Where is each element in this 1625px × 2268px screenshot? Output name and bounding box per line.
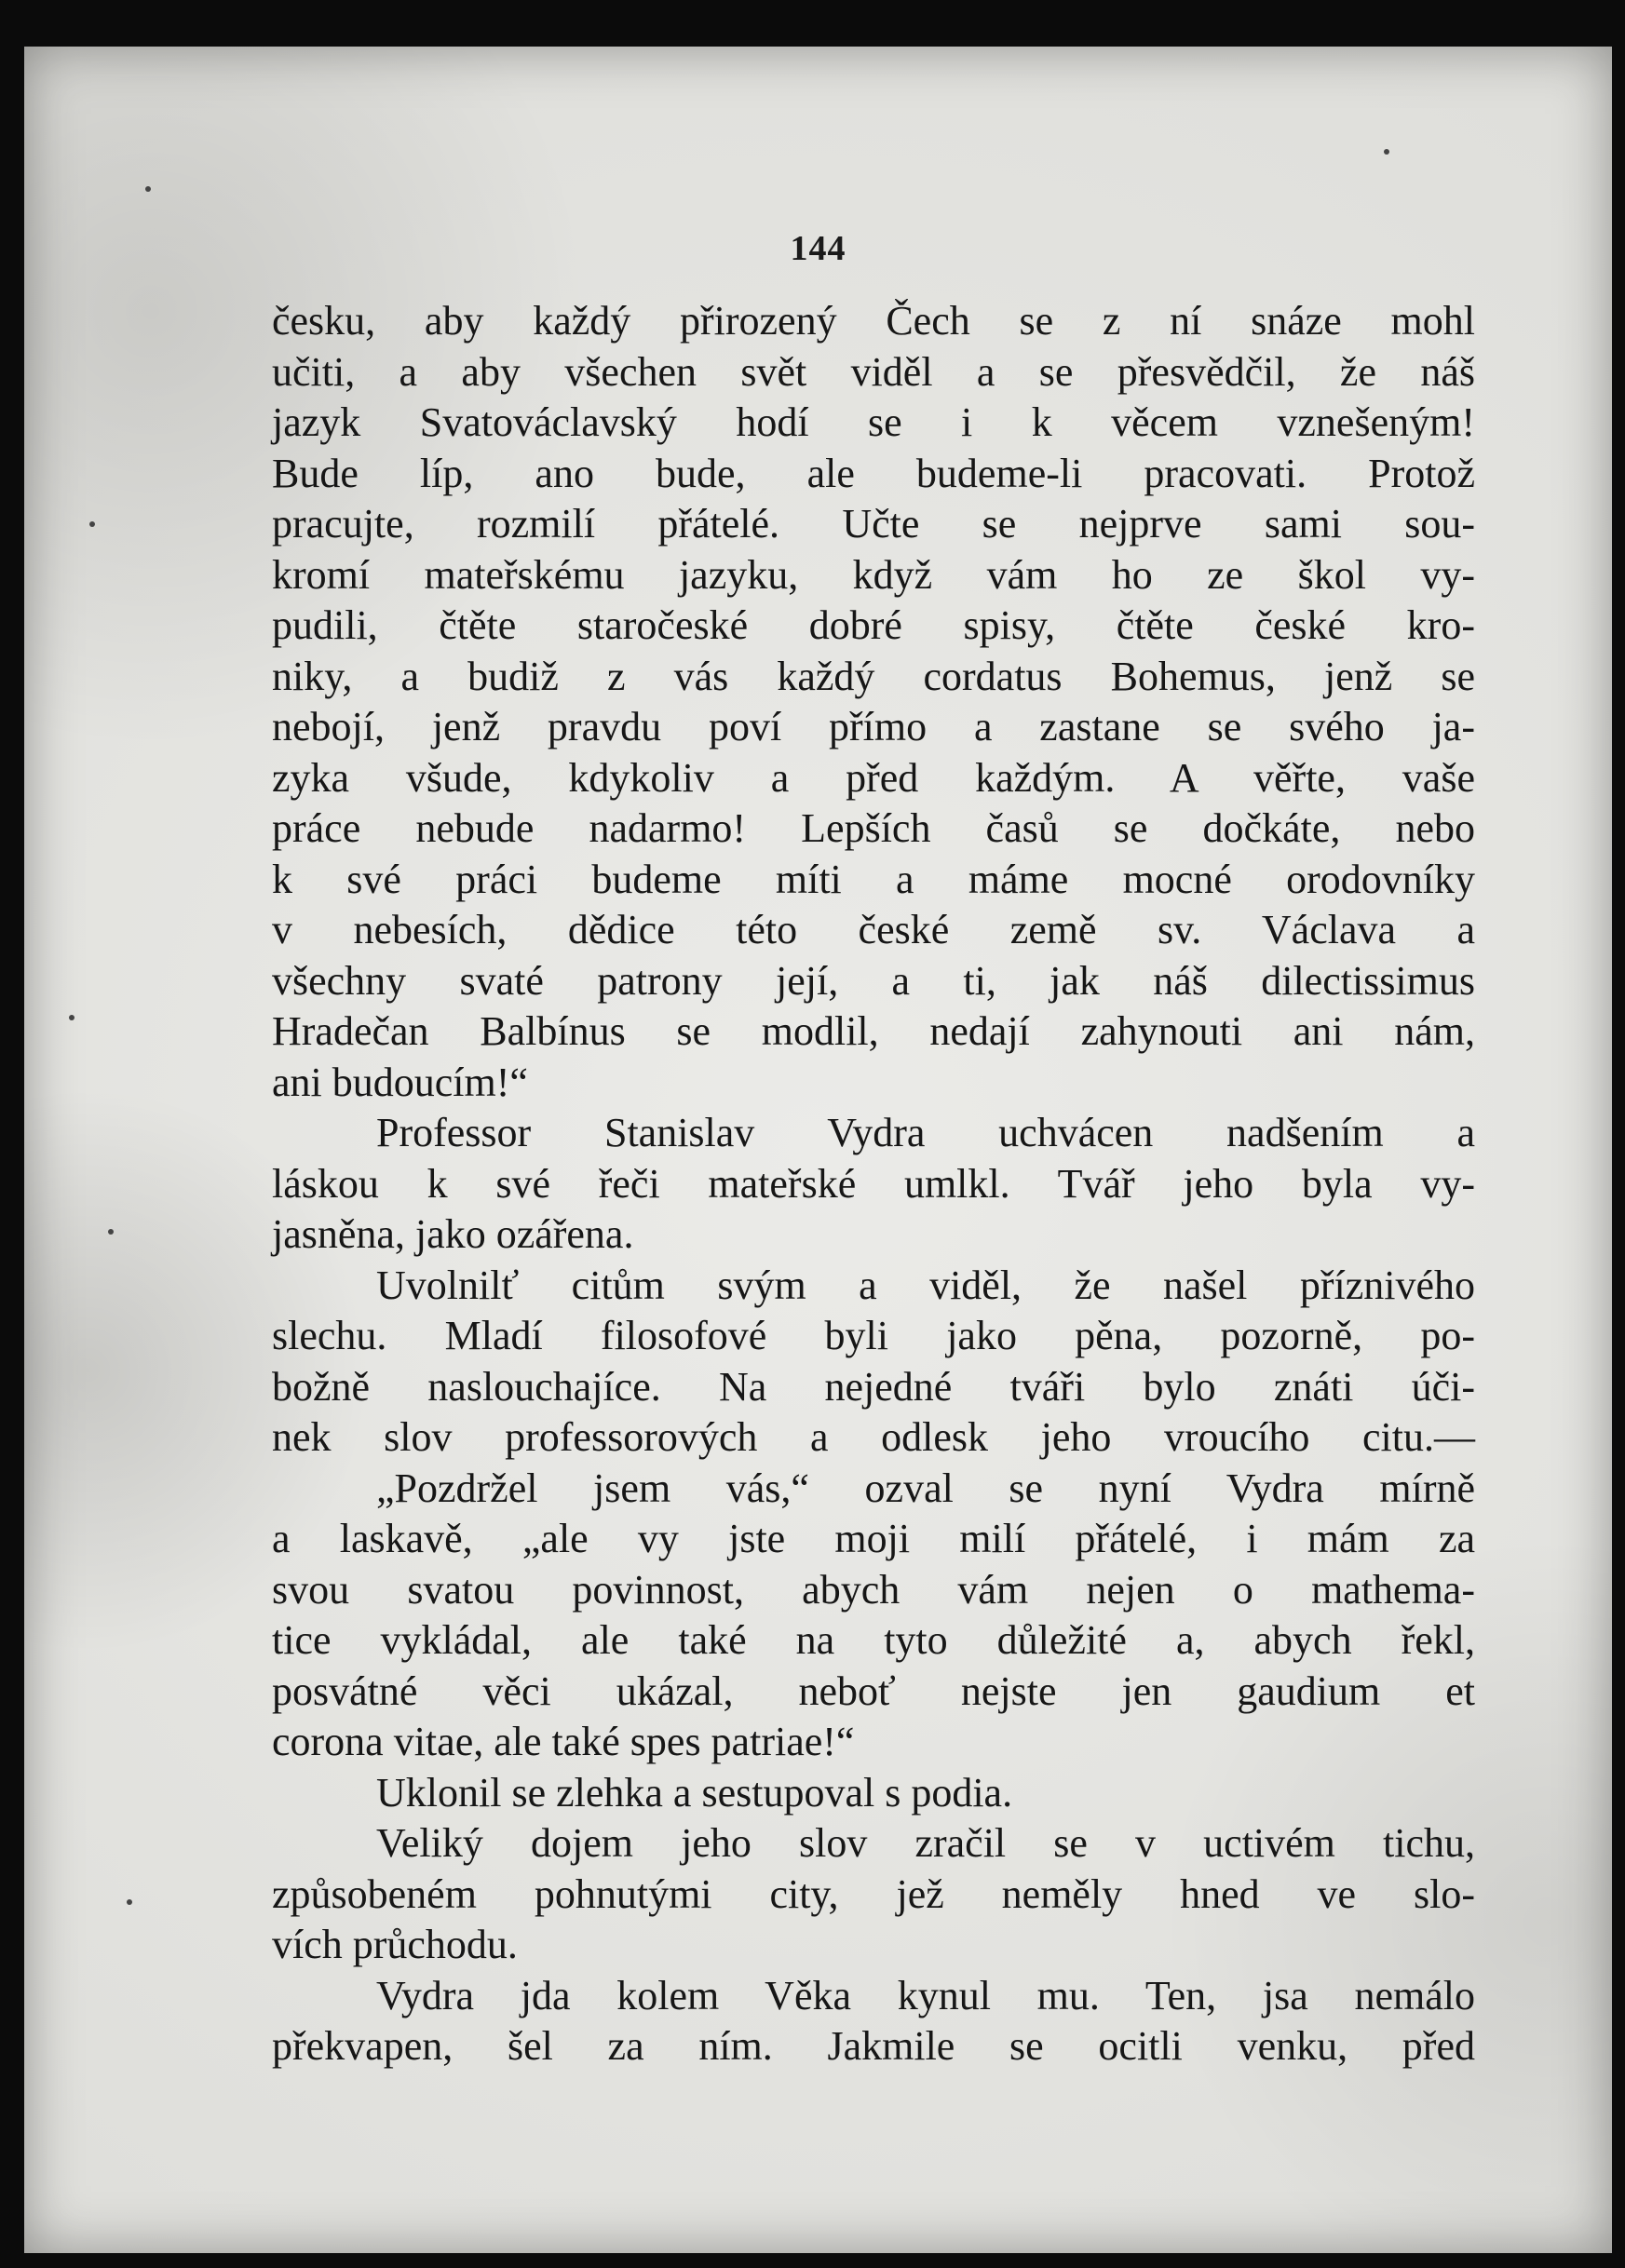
text-line: Bude líp, ano bude, ale budeme-li pracovati. Protož	[272, 450, 1475, 496]
text-line: nek slov professorových a odlesk jeho vroucího citu.—	[272, 1414, 1475, 1460]
text-line: láskou k své řeči mateřské umlkl. Tvář jeho byla vy-	[272, 1160, 1475, 1207]
text-line: svou svatou povinnost, abych vám nejen o mathema-	[272, 1566, 1475, 1613]
text-line: ani budoucím!“	[272, 1059, 528, 1105]
text-line: božně naslouchajíce. Na nejedné tváři bylo znáti úči-	[272, 1363, 1475, 1410]
text-line: česku, aby každý přirozený Čech se z ní snáze mohl	[272, 298, 1475, 344]
text-line: „Pozdržel jsem vás,“ ozval se nyní Vydra mírně	[376, 1465, 1475, 1511]
paper-speck	[145, 186, 151, 192]
text-line: jazyk Svatováclavský hodí se i k věcem vznešeným!	[272, 399, 1475, 445]
text-line: Uklonil se zlehka a sestupoval s podia.	[376, 1769, 1013, 1816]
paper-speck	[1384, 149, 1389, 155]
text-line: Uvolnilť citům svým a viděl, že našel příznivého	[376, 1262, 1475, 1308]
text-line: pracujte, rozmilí přátelé. Učte se nejprve sami sou-	[272, 501, 1475, 547]
paper-speck	[69, 1015, 74, 1020]
text-line: Veliký dojem jeho slov zračil se v uctivém tichu,	[376, 1820, 1475, 1866]
paper-speck	[127, 1899, 132, 1905]
text-line: pudili, čtěte staročeské dobré spisy, čtěte české kro-	[272, 602, 1475, 648]
text-line: tice vykládal, ale také na tyto důležité a, abych řekl,	[272, 1617, 1475, 1663]
text-line: všechny svaté patrony její, a ti, jak náš dilectissimus	[272, 957, 1475, 1004]
text-line: Hradečan Balbínus se modlil, nedají zahynouti ani nám,	[272, 1008, 1475, 1054]
text-line: v nebesích, dědice této české země sv. Václava a	[272, 907, 1475, 952]
text-line: niky, a budiž z vás každý cordatus Bohemus, jenž se	[272, 653, 1475, 699]
text-line: jasněna, jako ozářena.	[272, 1211, 634, 1257]
text-line: a laskavě, „ale vy jste moji milí přátelé, i mám za	[272, 1516, 1475, 1561]
text-line: nebojí, jenž pravdu poví přímo a zastane se svého ja-	[272, 704, 1475, 749]
page-number: 144	[790, 229, 846, 268]
text-line: překvapen, šel za ním. Jakmile se ocitli venku, před	[272, 2023, 1475, 2069]
text-line: vích průchodu.	[272, 1922, 518, 1967]
text-line: Professor Stanislav Vydra uchvácen nadšením a	[376, 1110, 1475, 1155]
paper-speck	[89, 521, 95, 527]
paper-speck	[108, 1229, 114, 1235]
body-text	[272, 296, 1475, 2072]
text-line: zyka všude, kdykoliv a před každým. A věřte, vaše	[272, 754, 1475, 801]
text-line: kromí mateřskému jazyku, když vám ho ze škol vy-	[272, 551, 1475, 598]
text-line: corona vitae, ale také spes patriae!“	[272, 1719, 855, 1764]
text-line: posvátné věci ukázal, neboť nejste jen gaudium et	[272, 1667, 1475, 1714]
text-line: způsobeném pohnutými city, jež neměly hned ve slo-	[272, 1870, 1475, 1917]
text-line: práce nebude nadarmo! Lepších časů se dočkáte, nebo	[272, 805, 1475, 851]
text-line: k své práci budeme míti a máme mocné orodovníky	[272, 856, 1475, 902]
text-line: učiti, a aby všechen svět viděl a se přesvědčil, že náš	[272, 348, 1475, 395]
text-line: Vydra jda kolem Věka kynul mu. Ten, jsa nemálo	[376, 1972, 1475, 2018]
text-line: slechu. Mladí filosofové byli jako pěna, pozorně, po-	[272, 1313, 1475, 1358]
